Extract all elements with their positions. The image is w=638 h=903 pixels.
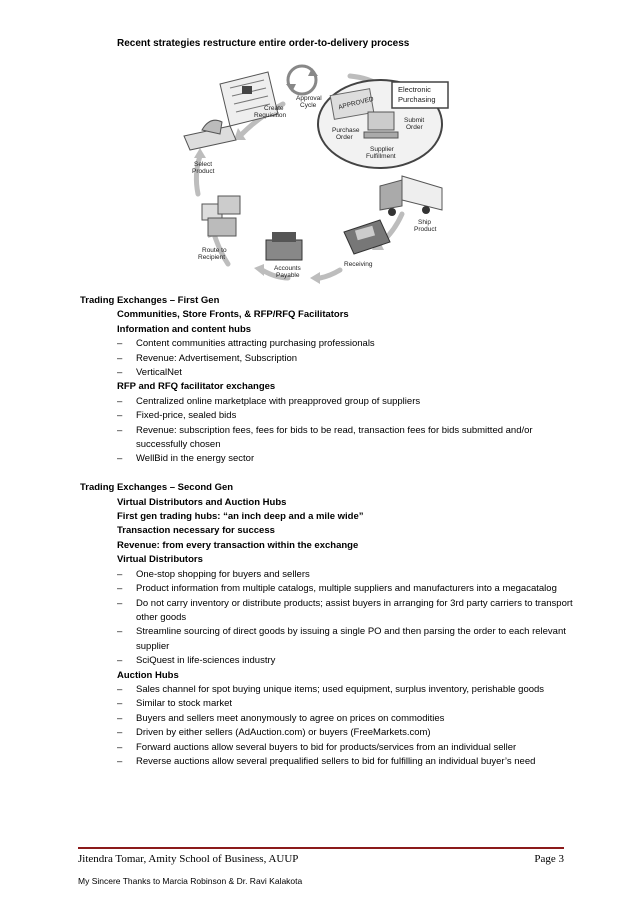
dash-bullet-icon: – bbox=[117, 597, 123, 609]
subsection-heading: Virtual Distributors and Auction Hubs bbox=[117, 496, 287, 508]
bullet-text: Sales channel for spot buying unique items; used equipment, surplus inventory, perishable goods bbox=[136, 683, 545, 695]
label-approval-2: Cycle bbox=[300, 102, 317, 109]
bullet-item bbox=[80, 726, 580, 740]
bullet-text: Product information from multiple catalogs, multiple suppliers and manufacturers into a megacatalog bbox=[136, 583, 557, 595]
subsection-heading: First gen trading hubs: “an inch deep and a mile wide” bbox=[117, 511, 364, 523]
electronic-purchasing-group bbox=[318, 80, 448, 168]
label-supplier-2: Fulfillment bbox=[366, 153, 396, 160]
bullet-text: Centralized online marketplace with preapproved group of suppliers bbox=[136, 395, 421, 407]
bullet-text: Buyers and sellers meet anonymously to agree on prices on commodities bbox=[136, 712, 445, 724]
main-content bbox=[80, 294, 580, 769]
bullet-item bbox=[80, 597, 580, 626]
dash-bullet-icon: – bbox=[117, 424, 123, 436]
dash-bullet-icon: – bbox=[117, 727, 123, 739]
label-ep-2: Purchasing bbox=[398, 95, 436, 104]
label-ship-2: Product bbox=[414, 226, 437, 233]
bullet-text: WellBid in the energy sector bbox=[136, 453, 255, 465]
bullet-item bbox=[80, 568, 580, 582]
subsection-heading: Transaction necessary for success bbox=[117, 525, 275, 537]
label-create-1: Create bbox=[264, 105, 284, 112]
label-route-2: Recipient bbox=[198, 254, 226, 261]
label-create-2: Requisition bbox=[254, 112, 287, 119]
label-accounts-1: Accounts bbox=[274, 265, 301, 272]
bullet-item bbox=[80, 395, 580, 409]
footer-rule bbox=[78, 847, 564, 849]
label-route-1: Route to bbox=[202, 247, 227, 254]
label-receiving: Receiving bbox=[344, 261, 373, 268]
label-select-1: Select bbox=[194, 161, 213, 168]
label-supplier-1: Supplier bbox=[370, 146, 394, 153]
bullet-text: Driven by either sellers (AdAuction.com) or buyers (FreeMarkets.com) bbox=[136, 727, 431, 739]
bullet-item bbox=[80, 582, 580, 596]
dash-bullet-icon: – bbox=[117, 568, 123, 580]
approval-cycle-icon bbox=[286, 66, 318, 94]
dash-bullet-icon: – bbox=[117, 683, 123, 695]
subsection-heading: Virtual Distributors bbox=[117, 554, 203, 566]
dash-bullet-icon: – bbox=[117, 698, 123, 710]
subsection-heading: Information and content hubs bbox=[117, 323, 252, 335]
bullet-text: Forward auctions allow several buyers to bid for products/services from an individual seller bbox=[136, 741, 517, 753]
dash-bullet-icon: – bbox=[117, 626, 123, 638]
dash-bullet-icon: – bbox=[117, 338, 123, 350]
label-accounts-2: Payable bbox=[276, 272, 300, 279]
label-po-1: Purchase bbox=[332, 127, 360, 134]
label-submit-1: Submit bbox=[404, 117, 425, 124]
bullet-item bbox=[80, 424, 580, 453]
bullet-text: Reverse auctions allow several prequalified sellers to bid for fulfilling an individual buyer’s need bbox=[136, 755, 536, 767]
footer-thanks: My Sincere Thanks to Marcia Robinson & Dr. Ravi Kalakota bbox=[78, 876, 303, 886]
spacer bbox=[80, 467, 580, 481]
label-ship-1: Ship bbox=[418, 219, 432, 226]
page-heading: Recent strategies restructure entire order-to-delivery process bbox=[117, 38, 410, 49]
label-select-2: Product bbox=[192, 168, 215, 175]
subsection-heading: Communities, Store Fronts, & RFP/RFQ Facilitators bbox=[117, 309, 349, 321]
bullet-text: Do not carry inventory or distribute products; assist buyers in arranging for 3rd party carriers to transport other goods bbox=[136, 597, 573, 623]
dash-bullet-icon: – bbox=[117, 395, 123, 407]
computer-icon bbox=[364, 112, 398, 138]
boxes-icon bbox=[202, 196, 240, 236]
dash-bullet-icon: – bbox=[117, 367, 123, 379]
dash-bullet-icon: – bbox=[117, 712, 123, 724]
page-number: Page 3 bbox=[534, 853, 564, 865]
hand-keyboard-icon bbox=[184, 120, 236, 150]
section-heading: Trading Exchanges – First Gen bbox=[80, 295, 220, 306]
bullet-item bbox=[80, 697, 580, 711]
bullet-item bbox=[80, 741, 580, 755]
section-heading: Trading Exchanges – Second Gen bbox=[80, 482, 234, 494]
subsection-heading: RFP and RFQ facilitator exchanges bbox=[117, 381, 276, 393]
label-approved: APPROVED bbox=[337, 95, 375, 112]
dash-bullet-icon: – bbox=[117, 655, 123, 667]
bullet-item bbox=[80, 452, 580, 466]
bullet-item bbox=[80, 352, 580, 366]
dash-bullet-icon: – bbox=[117, 352, 123, 364]
cash-register-icon bbox=[266, 232, 302, 260]
dash-bullet-icon: – bbox=[117, 583, 123, 595]
bullet-item bbox=[80, 409, 580, 423]
bullet-text: SciQuest in life-sciences industry bbox=[136, 655, 276, 667]
bullet-text: Content communities attracting purchasing professionals bbox=[136, 338, 375, 350]
bullet-item bbox=[80, 625, 580, 654]
bullet-text: VerticalNet bbox=[136, 367, 182, 379]
dash-bullet-icon: – bbox=[117, 410, 123, 422]
bullet-text: Revenue: Advertisement, Subscription bbox=[136, 352, 298, 364]
bullet-text: Revenue: subscription fees, fees for bids to be read, transaction fees for bids submitted and/or successfully chosen bbox=[136, 424, 533, 451]
subsection-heading: Revenue: from every transaction within the exchange bbox=[117, 539, 359, 551]
order-to-delivery-diagram bbox=[180, 56, 450, 294]
subsection-heading: Auction Hubs bbox=[117, 669, 179, 681]
bullet-text: Fixed-price, sealed bids bbox=[136, 410, 237, 422]
footer-author: Jitendra Tomar, Amity School of Business, AUUP bbox=[78, 853, 299, 865]
bullet-text: One-stop shopping for buyers and sellers bbox=[136, 568, 310, 580]
dash-bullet-icon: – bbox=[117, 741, 123, 753]
label-submit-2: Order bbox=[406, 124, 423, 131]
bullet-item bbox=[80, 366, 580, 380]
bullet-item bbox=[80, 712, 580, 726]
bullet-text: Similar to stock market bbox=[136, 698, 233, 710]
label-po-2: Order bbox=[336, 134, 353, 141]
dash-bullet-icon: – bbox=[117, 453, 123, 465]
label-approval-1: Approval bbox=[296, 95, 322, 102]
label-ep-1: Electronic bbox=[398, 85, 431, 94]
bullet-text: Streamline sourcing of direct goods by issuing a single PO and then parsing the order to each relevant supplier bbox=[136, 626, 566, 652]
bullet-item bbox=[80, 337, 580, 351]
dash-bullet-icon: – bbox=[117, 755, 123, 767]
bullet-item bbox=[80, 683, 580, 697]
bullet-item bbox=[80, 755, 580, 769]
bullet-item bbox=[80, 654, 580, 668]
truck-icon bbox=[380, 176, 442, 216]
